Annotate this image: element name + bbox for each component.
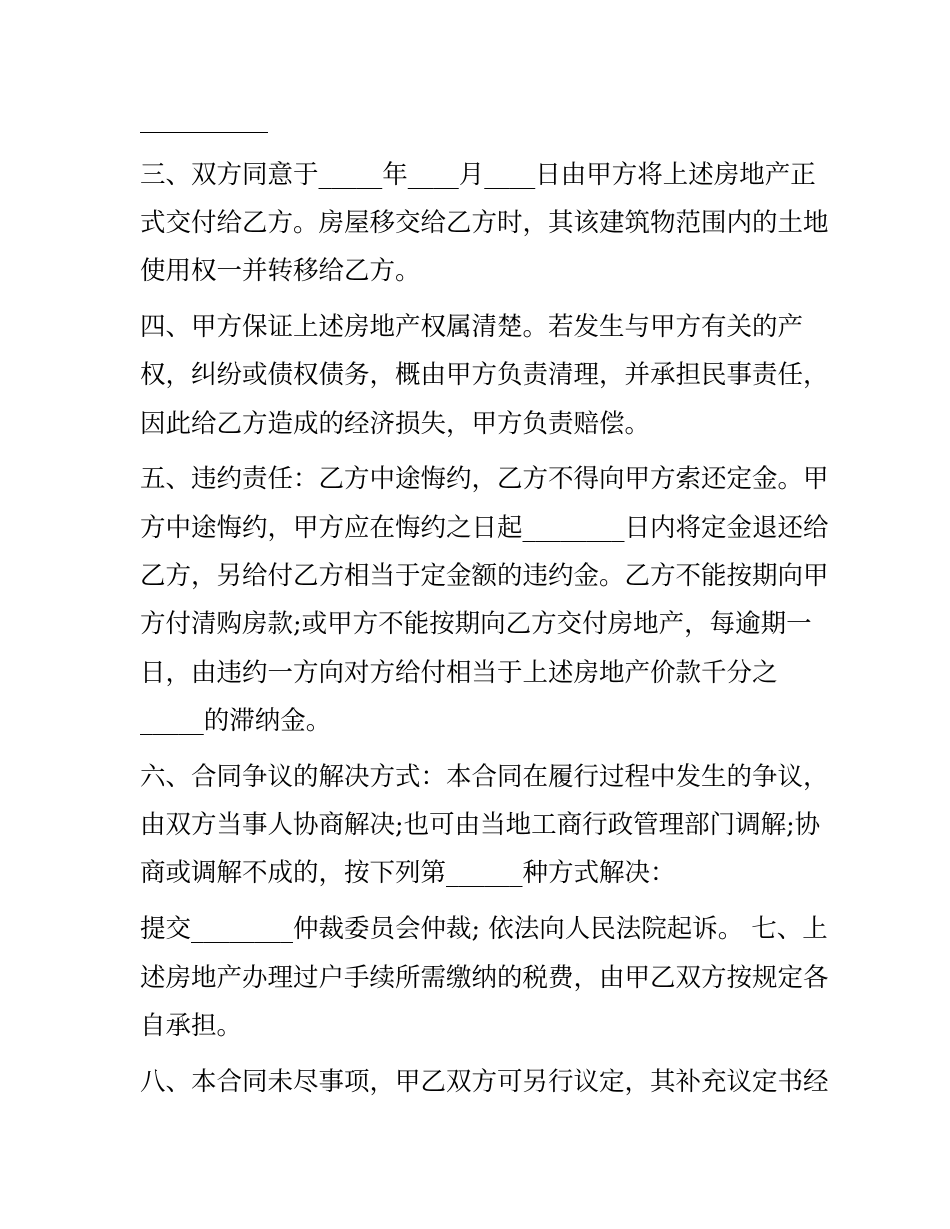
clause-5-line-2: 方中途悔约，甲方应在悔约之日起________日内将定金退还给: [140, 513, 829, 543]
clause-5-line-4: 方付清购房款;或甲方不能按期向乙方交付房地产，每逾期一: [140, 609, 812, 639]
clause-6-7-line: 提交________仲裁委员会仲裁; 依法向人民法院起诉。 七、上: [140, 914, 828, 944]
signature-underline: [140, 132, 268, 133]
clause-6-line-2: 由双方当事人协商解决;也可由当地工商行政管理部门调解;协: [140, 810, 821, 840]
clause-5-line-5: 日，由违约一方向对方给付相当于上述房地产价款千分之: [140, 658, 778, 688]
clause-4-line-3: 因此给乙方造成的经济损失，甲方负责赔偿。: [140, 409, 651, 439]
clause-6-line-3: 商或调解不成的，按下列第______种方式解决：: [140, 858, 676, 888]
clause-7-line-2: 述房地产办理过户手续所需缴纳的税费，由甲乙双方按规定各: [140, 963, 829, 993]
clause-8-line-1: 八、本合同未尽事项，甲乙双方可另行议定，其补充议定书经: [140, 1067, 829, 1097]
clause-3-line-3: 使用权一并转移给乙方。: [140, 256, 421, 286]
clause-5-line-6: _____的滞纳金。: [140, 706, 332, 736]
clause-3-line-2: 式交付给乙方。房屋移交给乙方时，其该建筑物范围内的土地: [140, 208, 829, 238]
clause-5-line-1: 五、违约责任：乙方中途悔约，乙方不得向甲方索还定金。甲: [140, 464, 829, 494]
clause-3-line-1: 三、双方同意于_____年____月____日由甲方将上述房地产正: [140, 160, 816, 190]
clause-4-line-1: 四、甲方保证上述房地产权属清楚。若发生与甲方有关的产: [140, 312, 804, 342]
clause-4-line-2: 权，纠纷或债权债务，概由甲方负责清理，并承担民事责任，: [140, 360, 829, 390]
clause-5-line-3: 乙方，另给付乙方相当于定金额的违约金。乙方不能按期向甲: [140, 561, 829, 591]
clause-6-line-1: 六、合同争议的解决方式：本合同在履行过程中发生的争议，: [140, 762, 829, 792]
clause-7-line-3: 自承担。: [140, 1011, 243, 1041]
